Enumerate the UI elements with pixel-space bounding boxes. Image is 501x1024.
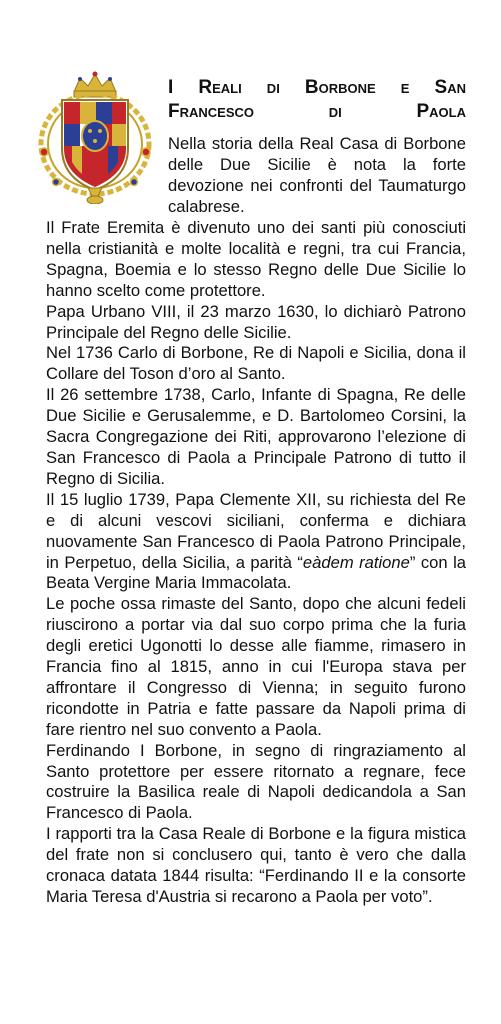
paragraph-6: Le poche ossa rimaste del Santo, dopo che alcuni fedeli riuscirono a portar via dal suo corpo prima che la furia degli eretici Ugonotti lo desse alle fiamme, rimasero in Francia fino al 1815, anno in cui l'Europa stava per affrontare il Congresso di Vienna; in seguito furono ricondotte in Patria e fatte passare da Napoli prima di fare rientro nel suo convento a Paola. [46,594,466,739]
paragraph-1: Il Frate Eremita è divenuto uno dei santi più conosciuti nella cristianità e molte località e regni, tra cui Francia, Spagna, Boemia e lo stesso Regno delle Due Sicilie lo hanno scelto come protettore. [46,218,466,300]
body-text [46,218,466,908]
paragraph-5-latin-phrase: eàdem ratione [302,552,410,572]
paragraph-5-text: Il 15 luglio 1739, Papa Clemente XII, su richiesta del Re e di alcuni vescovi siciliani, conferma e dichiara nuovamente San Francesco di Paola Patrono Principale, in Perpetuo, della Sicilia, a parità “ [46,489,466,572]
paragraph-3: Nel 1736 Carlo di Borbone, Re di Napoli e Sicilia, dona il Collare del Toson d’oro al Santo. [46,343,466,384]
paragraph-7: Ferdinando I Borbone, in segno di ringraziamento al Santo protettore per essere ritornato a regnare, fece costruire la Basilica reale di Napoli dedicandola a San Francesco di Paola. [46,740,466,823]
intro-paragraph: Nella storia della Real Casa di Borbone delle Due Sicilie è nota la forte devozione nei confronti del Taumaturgo calabrese. [168,134,466,216]
coat-of-arms-icon [36,70,154,204]
paragraph-4: Il 26 settembre 1738, Carlo, Infante di Spagna, Re delle Due Sicilie e Gerusalemme, e D. Bartolomeo Corsini, la Sacra Congregazione dei Riti, approvarono l’elezione di San Francesco di Paola a Principale Patrono di tutto il Regno di Sicilia. [46,385,466,488]
paragraph-5-text-end: ” con la Beata Vergine Maria Immacolata. [46,552,466,593]
paragraph-8: I rapporti tra la Casa Reale di Borbone e la figura mistica del frate non si conclusero qui, tanto è vero che dalla cronaca datata 1844 risulta: “Ferdinando II e la consorte Maria Teresa d'Austria si recarono a Paola per voto”. [46,824,466,906]
title-line-1: I Reali di Borbone e San [168,77,466,98]
title-line-2: Francesco di Paola [168,101,466,122]
paragraph-5 [46,490,466,595]
paragraph-2: Papa Urbano VIII, il 23 marzo 1630, lo dichiarò Patrono Principale del Regno delle Sicilie. [46,301,466,342]
page-title [168,76,466,124]
